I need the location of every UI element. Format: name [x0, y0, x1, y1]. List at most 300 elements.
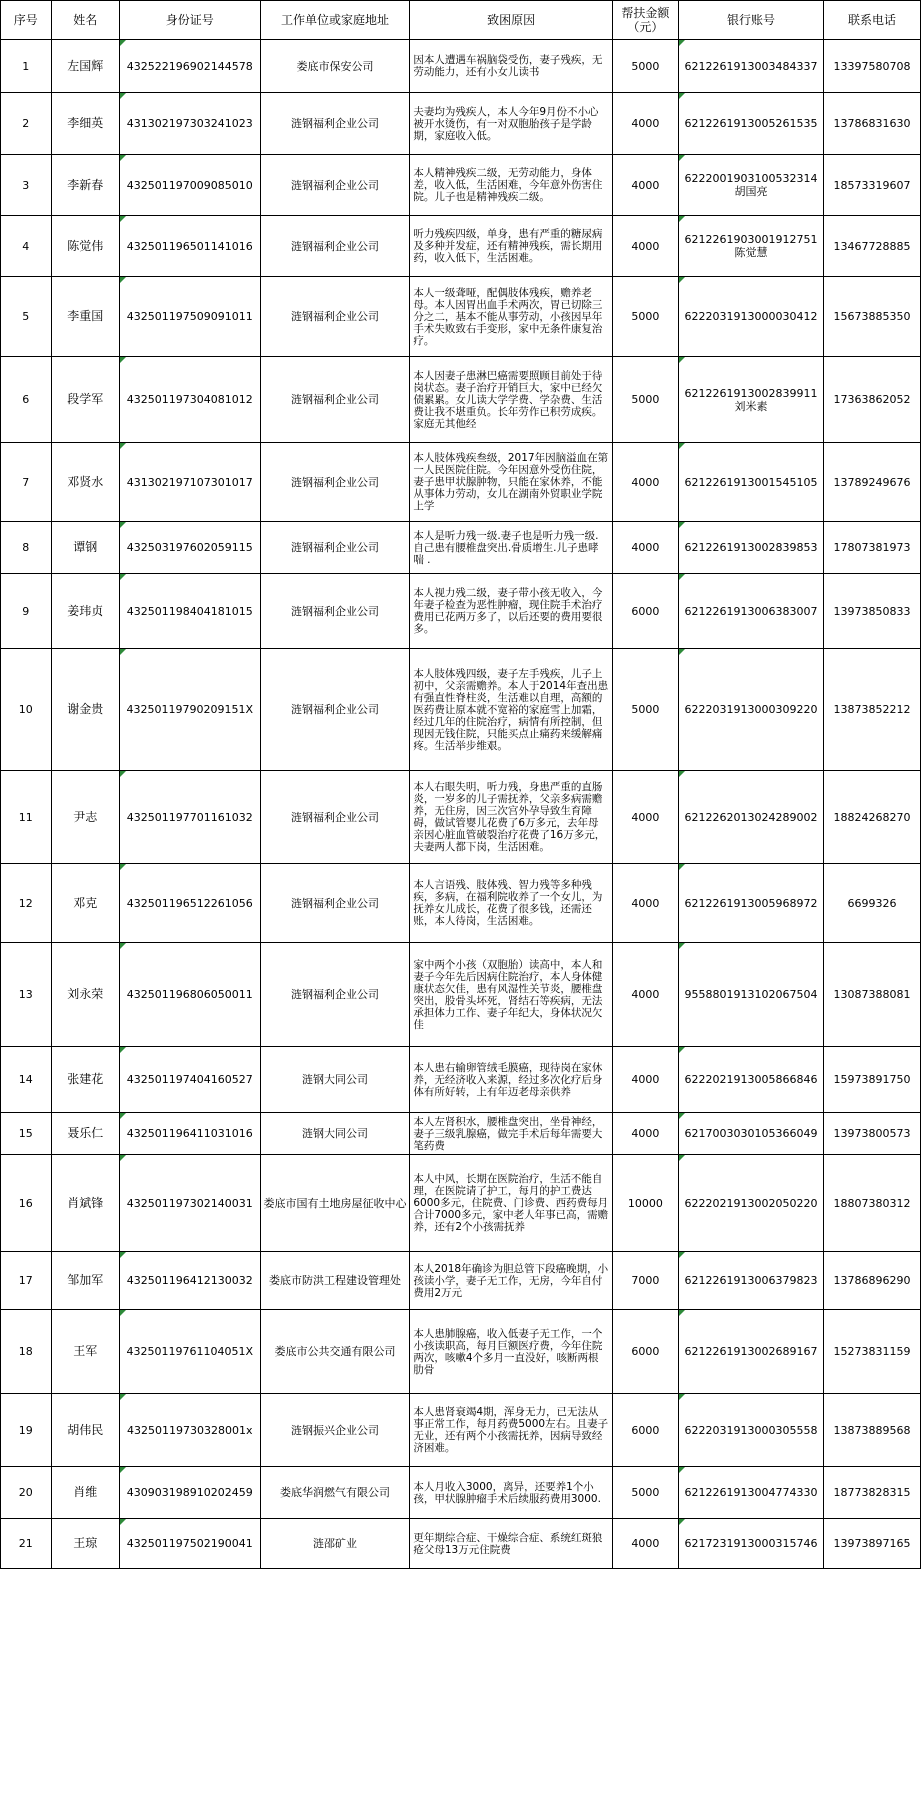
table-row: [1, 1519, 921, 1569]
hardship-reason-text: 听力残疾四级，单身，患有严重的糖尿病及多种并发症，还有精神残疾，需长期用药，收入低下，生活困难。: [413, 228, 603, 264]
id-number-text: 432501197404160527: [126, 1073, 253, 1086]
id-number: [119, 93, 260, 155]
table-row: [1, 1394, 921, 1467]
work-unit: [260, 1467, 410, 1519]
recipient-name-text: 左国辉: [67, 58, 104, 73]
contact-phone-text: 13973800573: [833, 1127, 911, 1140]
bank-account: [678, 864, 823, 943]
row-number: [1, 1467, 52, 1519]
recipient-name: [51, 93, 119, 155]
recipient-name-text: 胡伟民: [67, 1422, 104, 1437]
work-unit-text: 涟钢振兴企业公司: [291, 1423, 380, 1437]
aid-amount: [612, 1155, 678, 1252]
header-name: 姓名: [51, 1, 119, 40]
row-number-text: 8: [22, 541, 30, 554]
hardship-reason-text: 本人视力残二级，妻子带小孩无收入，今年妻子检查为恶性肿瘤，现住院手术治疗费用已花两万多了，以后还要的费用要很多。: [413, 587, 603, 635]
aid-amount: [612, 522, 678, 574]
recipient-name-text: 邓贤水: [67, 474, 104, 489]
table-row: [1, 522, 921, 574]
contact-phone: [824, 1394, 921, 1467]
bank-account: [678, 943, 823, 1047]
aid-amount-text: 4000: [631, 239, 660, 253]
bank-account: [678, 40, 823, 93]
recipient-name-text: 李新春: [67, 177, 104, 192]
hardship-reason-text: 本人因妻子患淋巴癌需要照顾目前处于待岗状态。妻子治疗开销巨大，家中已经欠债累累。女儿读大学学费、学杂费、生活费让我不堪重负。长年劳作已积劳成疾。家庭无其他经: [413, 369, 603, 430]
table-body: [1, 40, 921, 1569]
bank-account: [678, 443, 823, 522]
id-number-text: 43250119790209151X: [126, 703, 254, 716]
bank-account: [678, 155, 823, 216]
hardship-reason-text: 本人一级聋哑，配偶肢体残疾，赡养老母。本人因胃出血手术两次，胃已切除三分之二，基本不能从事劳动，小孩因早年手术失败致右手变形，家中无条件康复治疗。: [413, 286, 603, 347]
recipient-name: [51, 1252, 119, 1310]
hardship-reason-text: 本人是听力残一级.妻子也是听力残一级.自己患有腰椎盘突出.骨质增生.儿子患哮喘 .: [413, 529, 599, 566]
row-number: [1, 1310, 52, 1394]
row-number-text: 6: [22, 393, 30, 406]
table-row: [1, 943, 921, 1047]
work-unit: [260, 1519, 410, 1569]
row-number-text: 1: [22, 59, 30, 73]
bank-account-text: 6222021913002050220: [684, 1196, 818, 1210]
bank-account: [678, 1252, 823, 1310]
work-unit: [260, 771, 410, 864]
header-reason: 致困原因: [410, 1, 612, 40]
work-unit: [260, 1113, 410, 1155]
hardship-reason-text: 本人肢体残疾叁级，2017年因脑溢血在第一人民医院住院。今年因意外受伤住院，妻子患甲状腺肿物，只能在家休养，不能从事体力劳动，女儿在湖南外贸职业学院上学: [413, 452, 609, 512]
aid-amount: [612, 40, 678, 93]
header-amount: 帮扶金额 （元）: [612, 1, 678, 40]
bank-account-text: 6212261913002839853: [684, 541, 818, 554]
id-number: [119, 40, 260, 93]
aid-amount: [612, 574, 678, 649]
contact-phone-text: 13087388081: [833, 988, 911, 1001]
work-unit-text: 涟钢福利企业公司: [291, 117, 380, 130]
recipient-name-text: 谢金贵: [67, 702, 104, 716]
id-number: [119, 155, 260, 216]
work-unit-text: 涟钢福利企业公司: [291, 703, 380, 716]
row-number-text: 2: [22, 117, 30, 130]
hardship-reason-text: 本人中风，长期在医院治疗，生活不能自理，在医院请了护工，每月的护工费达6000多元，住院费、门诊费、西药费每月合计7000多元，家中老人年事已高，需赡养，还有2个小孩需抚养: [413, 1173, 609, 1233]
recipient-name: [51, 443, 119, 522]
id-number: [119, 771, 260, 864]
work-unit-text: 涟钢福利企业公司: [291, 988, 380, 1001]
contact-phone-text: 13973850833: [833, 604, 911, 618]
hardship-reason-text: 本人2018年确诊为胆总管下段癌晚期，小孩读小学，妻子无工作，无房，今年自付费用2万元: [413, 1262, 609, 1299]
row-number: [1, 357, 52, 443]
id-number: [119, 649, 260, 771]
row-number: [1, 1252, 52, 1310]
work-unit: [260, 1252, 410, 1310]
id-number-text: 43250119730328001x: [127, 1423, 253, 1437]
bank-account-text: 6222031913000309220: [684, 703, 818, 716]
id-number-text: 432501196501141016: [126, 239, 253, 253]
hardship-reason: [410, 943, 612, 1047]
work-unit-text: 涟钢大同公司: [302, 1073, 369, 1086]
contact-phone: [824, 943, 921, 1047]
recipient-name: [51, 522, 119, 574]
hardship-reason: [410, 1519, 612, 1569]
recipient-name: [51, 40, 119, 93]
aid-amount-text: 5000: [631, 703, 660, 716]
hardship-reason-text: 本人患肾衰竭4期，浑身无力，已无法从事正常工作，每月药费5000左右。且妻子无业，还有两个小孩需抚养，因病导致经济困难。: [413, 1406, 609, 1454]
id-number: [119, 1310, 260, 1394]
aid-amount: [612, 357, 678, 443]
id-number-text: 432522196902144578: [126, 59, 253, 73]
bank-account: [678, 1113, 823, 1155]
aid-amount: [612, 155, 678, 216]
aid-amount-text: 4000: [631, 1537, 660, 1550]
aid-amount: [612, 277, 678, 357]
contact-phone-text: 13397580708: [833, 59, 911, 73]
recipient-name-text: 李重国: [67, 309, 104, 323]
aid-amount-text: 4000: [631, 117, 660, 130]
contact-phone-text: 6699326: [847, 896, 897, 910]
id-number: [119, 522, 260, 574]
recipient-name-text: 尹志: [73, 809, 98, 824]
bank-account: [678, 277, 823, 357]
bank-account-text: 6212261913002839911: [684, 386, 818, 400]
contact-phone: [824, 1310, 921, 1394]
id-number-text: 43250119761104051X: [126, 1345, 254, 1358]
id-number: [119, 943, 260, 1047]
work-unit: [260, 1155, 410, 1252]
contact-phone-text: 13789249676: [833, 475, 911, 489]
row-number: [1, 1394, 52, 1467]
contact-phone-text: 17363862052: [833, 393, 911, 406]
bank-account-text: 6212261913002689167: [684, 1345, 818, 1358]
header-id: 身份证号: [119, 1, 260, 40]
recipient-name-text: 王军: [73, 1344, 98, 1358]
aid-amount: [612, 1252, 678, 1310]
bank-account-text: 6212261913004774330: [684, 1486, 818, 1499]
recipient-name: [51, 1047, 119, 1113]
id-number-text: 432501197701161032: [126, 810, 253, 824]
table-row: [1, 1113, 921, 1155]
table-row: [1, 1252, 921, 1310]
table-row: [1, 771, 921, 864]
contact-phone: [824, 216, 921, 277]
row-number-text: 10: [18, 703, 33, 716]
row-number-text: 20: [18, 1486, 33, 1499]
recipient-name-text: 肖维: [73, 1485, 98, 1499]
aid-amount: [612, 1047, 678, 1113]
contact-phone: [824, 1113, 921, 1155]
id-number-text: 432501197009085010: [126, 178, 253, 192]
aid-amount-text: 10000: [627, 1196, 663, 1210]
aid-amount: [612, 93, 678, 155]
recipient-name: [51, 943, 119, 1047]
recipient-name: [51, 277, 119, 357]
hardship-reason: [410, 649, 612, 771]
recipient-name: [51, 155, 119, 216]
row-number-text: 17: [18, 1274, 33, 1287]
row-number: [1, 522, 52, 574]
row-number-text: 4: [22, 239, 30, 253]
bank-account: [678, 1155, 823, 1252]
row-number-text: 9: [22, 604, 30, 618]
hardship-reason: [410, 1394, 612, 1467]
bank-account-text: 6212261913003484337: [684, 59, 818, 73]
work-unit-text: 涟钢福利企业公司: [291, 896, 380, 910]
id-number: [119, 1467, 260, 1519]
hardship-reason: [410, 1155, 612, 1252]
row-number: [1, 1519, 52, 1569]
id-number: [119, 216, 260, 277]
contact-phone: [824, 574, 921, 649]
table-row: [1, 1310, 921, 1394]
id-number: [119, 357, 260, 443]
aid-amount: [612, 864, 678, 943]
aid-amount: [612, 1113, 678, 1155]
recipient-name: [51, 864, 119, 943]
contact-phone: [824, 443, 921, 522]
contact-phone: [824, 1467, 921, 1519]
work-unit: [260, 357, 410, 443]
work-unit-text: 娄底市国有土地房屋征收中心: [263, 1196, 407, 1210]
hardship-reason: [410, 216, 612, 277]
aid-amount-text: 4000: [631, 178, 660, 192]
contact-phone: [824, 771, 921, 864]
hardship-reason: [410, 155, 612, 216]
row-number: [1, 1155, 52, 1252]
account-holder-name: 陈觉慧: [734, 246, 768, 259]
aid-amount-text: 5000: [631, 1486, 660, 1499]
recipient-name: [51, 1467, 119, 1519]
work-unit-text: 涟钢福利企业公司: [291, 541, 380, 554]
bank-account-text: 6217003030105366049: [684, 1127, 818, 1140]
recipient-name: [51, 771, 119, 864]
row-number-text: 14: [18, 1073, 33, 1086]
row-number: [1, 649, 52, 771]
id-number: [119, 1113, 260, 1155]
table-row: [1, 1047, 921, 1113]
work-unit: [260, 522, 410, 574]
row-number: [1, 443, 52, 522]
bank-account-text: 6212262013024289002: [684, 810, 818, 824]
contact-phone: [824, 522, 921, 574]
hardship-reason-text: 夫妻均为残疾人，本人今年9月份不小心被开水烫伤，有一对双胞胎孩子是学龄期，家庭收入低。: [413, 105, 599, 142]
aid-amount-text: 5000: [631, 310, 660, 323]
contact-phone: [824, 93, 921, 155]
row-number-text: 11: [18, 810, 33, 824]
work-unit-text: 涟邵矿业: [313, 1537, 358, 1550]
id-number: [119, 1252, 260, 1310]
id-number-text: 432501197304081012: [126, 393, 253, 406]
recipient-name-text: 邓克: [73, 895, 98, 910]
row-number: [1, 574, 52, 649]
contact-phone-text: 13973897165: [833, 1537, 911, 1550]
hardship-reason: [410, 1047, 612, 1113]
recipient-name-text: 李细英: [67, 116, 104, 130]
bank-account-text: 6217231913000315746: [684, 1537, 818, 1550]
aid-amount-text: 4000: [631, 988, 660, 1001]
aid-amount-text: 5000: [631, 59, 660, 73]
hardship-reason-text: 本人月收入3000，离异，还要养1个小孩，甲状腺肿瘤手术后续服药费用3000.: [413, 1480, 601, 1505]
hardship-reason: [410, 771, 612, 864]
hardship-reason: [410, 1310, 612, 1394]
bank-account-text: 6212261913005968972: [684, 896, 818, 910]
recipient-name-text: 段学军: [67, 392, 104, 406]
bank-account: [678, 1519, 823, 1569]
bank-account-text: 6222031913000030412: [684, 310, 818, 323]
header-unit: 工作单位或家庭地址: [260, 1, 410, 40]
aid-amount-text: 5000: [631, 393, 660, 406]
id-number-text: 432501196412130032: [126, 1274, 253, 1287]
bank-account: [678, 522, 823, 574]
contact-phone-text: 13873889568: [833, 1423, 911, 1437]
recipient-name: [51, 574, 119, 649]
aid-amount: [612, 1467, 678, 1519]
id-number: [119, 1155, 260, 1252]
row-number: [1, 1047, 52, 1113]
aid-amount: [612, 649, 678, 771]
work-unit: [260, 443, 410, 522]
hardship-reason-text: 因本人遭遇车祸脑袋受伤，妻子残疾，无劳动能力，还有小女儿读书: [413, 54, 603, 78]
row-number: [1, 771, 52, 864]
bank-account-text: 6212261913006379823: [684, 1274, 818, 1287]
work-unit: [260, 1047, 410, 1113]
recipient-name: [51, 1519, 119, 1569]
id-number: [119, 574, 260, 649]
hardship-reason: [410, 357, 612, 443]
id-number: [119, 1047, 260, 1113]
work-unit: [260, 649, 410, 771]
work-unit-text: 涟钢福利企业公司: [291, 475, 380, 489]
bank-account: [678, 1394, 823, 1467]
hardship-reason-text: 本人左肾积水，腰椎盘突出，坐骨神经，妻子三级乳腺癌，做完手术后每年需要大笔药费: [413, 1115, 603, 1152]
row-number-text: 12: [18, 896, 33, 910]
contact-phone-text: 18773828315: [833, 1486, 911, 1499]
hardship-reason-text: 本人右眼失明，听力残，身患严重的直肠炎，一岁多的儿子需抚养，父亲多病需赡养，无住房，因三次宫外孕导致生育障碍，做试管婴儿花费了6万多元，去年母亲因心脏血管破裂治疗花费了16万多元，夫妻两人都下岗，生活困难。: [413, 781, 606, 853]
contact-phone-text: 15973891750: [833, 1073, 911, 1086]
id-number-text: 431302197107301017: [126, 475, 253, 489]
id-number-text: 432501196411031016: [126, 1127, 253, 1140]
bank-account: [678, 649, 823, 771]
aid-amount: [612, 1310, 678, 1394]
hardship-reason-text: 家中两个小孩（双胞胎）读高中，本人和妻子今年先后因病住院治疗，本人身体健康状态欠佳，患有风湿性关节炎，腰椎盘突出，股骨头坏死，肾结石等疾病，无法承担体力工作、妻子年纪大，身体状况欠佳: [413, 958, 603, 1031]
aid-amount-text: 4000: [631, 896, 660, 910]
work-unit: [260, 574, 410, 649]
bank-account: [678, 357, 823, 443]
row-number-text: 5: [22, 310, 30, 323]
hardship-reason: [410, 864, 612, 943]
hardship-reason-text: 本人患肺腺癌，收入低妻子无工作，一个小孩读职高，每月巨额医疗费，今年住院两次，咳嗽4个多月一直没好，咳断两根肋骨: [413, 1327, 603, 1376]
hardship-reason: [410, 522, 612, 574]
id-number-text: 432501198404181015: [126, 604, 253, 618]
table-row: [1, 357, 921, 443]
bank-account-text: 9558801913102067504: [684, 988, 818, 1001]
row-number: [1, 40, 52, 93]
contact-phone: [824, 1519, 921, 1569]
aid-amount-text: 6000: [631, 604, 660, 618]
hardship-reason: [410, 277, 612, 357]
row-number-text: 13: [18, 988, 33, 1001]
contact-phone: [824, 864, 921, 943]
header-phone: 联系电话: [824, 1, 921, 40]
recipient-name: [51, 216, 119, 277]
table-row: [1, 40, 921, 93]
hardship-reason-text: 更年期综合症、干燥综合症、系统红斑狼疮父母13万元住院费: [413, 1531, 603, 1556]
bank-account: [678, 1047, 823, 1113]
bank-account-text: 6212261913005261535: [684, 117, 818, 130]
contact-phone: [824, 1252, 921, 1310]
aid-amount-text: 4000: [631, 1073, 660, 1086]
row-number: [1, 155, 52, 216]
aid-amount-text: 4000: [631, 475, 660, 489]
contact-phone-text: 13873852212: [833, 703, 911, 716]
bank-account-text: 6212261913006383007: [684, 604, 818, 618]
work-unit: [260, 864, 410, 943]
hardship-reason: [410, 574, 612, 649]
work-unit-text: 涟钢福利企业公司: [291, 239, 380, 253]
aid-amount-text: 6000: [631, 1423, 660, 1437]
table-row: [1, 864, 921, 943]
work-unit-text: 娄底华润燃气有限公司: [280, 1486, 391, 1499]
row-number: [1, 93, 52, 155]
id-number-text: 432501196806050011: [126, 988, 253, 1001]
recipient-name-text: 刘永荣: [67, 987, 104, 1001]
id-number-text: 432501196512261056: [126, 896, 253, 910]
row-number-text: 3: [22, 178, 30, 192]
work-unit: [260, 40, 410, 93]
table-row: [1, 1467, 921, 1519]
table-row: [1, 443, 921, 522]
contact-phone: [824, 40, 921, 93]
id-number: [119, 443, 260, 522]
recipient-name-text: 邹加军: [67, 1273, 104, 1287]
id-number: [119, 1394, 260, 1467]
aid-amount: [612, 1519, 678, 1569]
bank-account-text: 6222031913000305558: [684, 1423, 818, 1437]
id-number-text: 432501197502190041: [126, 1537, 253, 1550]
row-number: [1, 277, 52, 357]
account-holder-name: 胡国亮: [734, 185, 768, 198]
table-row: [1, 277, 921, 357]
aid-amount: [612, 771, 678, 864]
aid-amount: [612, 216, 678, 277]
row-number: [1, 1113, 52, 1155]
work-unit: [260, 93, 410, 155]
work-unit-text: 涟钢福利企业公司: [291, 393, 380, 406]
bank-account-text: 6222001903100532314: [684, 172, 818, 185]
row-number: [1, 216, 52, 277]
recipient-name-text: 陈觉伟: [67, 238, 104, 253]
recipient-name-text: 谭钢: [73, 540, 98, 554]
account-holder-name: 刘米素: [734, 399, 768, 413]
work-unit-text: 娄底市公共交通有限公司: [274, 1345, 396, 1358]
bank-account-text: 6212261903001912751: [684, 233, 818, 246]
work-unit: [260, 1310, 410, 1394]
row-number: [1, 864, 52, 943]
aid-amount-text: 4000: [631, 541, 660, 554]
bank-account-text: 6222021913005866846: [684, 1073, 818, 1086]
hardship-reason: [410, 1252, 612, 1310]
work-unit-text: 娄底市保安公司: [296, 59, 374, 73]
bank-account: [678, 93, 823, 155]
work-unit-text: 涟钢福利企业公司: [291, 178, 380, 192]
table-header-row: [1, 1, 921, 40]
contact-phone: [824, 357, 921, 443]
work-unit-text: 涟钢福利企业公司: [291, 810, 380, 824]
work-unit: [260, 1394, 410, 1467]
aid-amount-text: 4000: [631, 1127, 660, 1140]
work-unit: [260, 943, 410, 1047]
work-unit-text: 涟钢大同公司: [302, 1127, 369, 1140]
recipient-name: [51, 1310, 119, 1394]
id-number-text: 432501197509091011: [126, 310, 253, 323]
table-row: [1, 574, 921, 649]
recipient-name: [51, 1155, 119, 1252]
contact-phone-text: 18807380312: [833, 1196, 911, 1210]
